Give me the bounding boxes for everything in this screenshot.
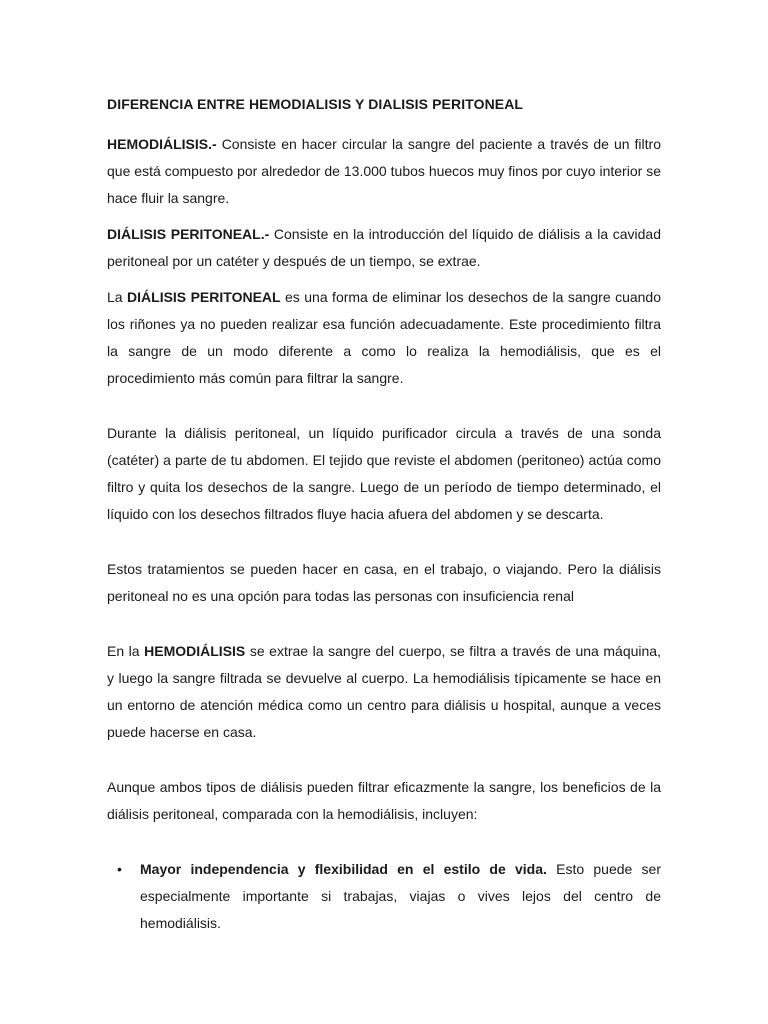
paragraph-hemodialisis-description [107, 638, 661, 746]
paragraph-beneficios: Aunque ambos tipos de diálisis pueden filtrar eficazmente la sangre, los beneficios de la diálisis peritoneal, comparada con la hemodiálisis, incluyen: [107, 779, 661, 822]
term-dialisis-peritoneal: DIÁLISIS PERITONEAL.- [107, 226, 270, 242]
paragraph-prefix: En la [107, 643, 145, 659]
paragraph-text: es una forma de eliminar los desechos de la sangre cuando los riñones ya no pueden realizar esa función adecuadamente. Este procedimiento filtra la sangre de un modo diferente a como lo realiza la hemodiálisis, que es el procedimiento más común para filtrar la sangre. [107, 289, 662, 386]
benefit-text: Esto puede ser especialmente importante si trabajas, viajas o vives lejos del centro de hemodiálisis. [140, 861, 661, 931]
paragraph-dialisis-peritoneal-definition [107, 221, 661, 275]
paragraph-hemodialisis-definition [107, 131, 661, 212]
document-title: DIFERENCIA ENTRE HEMODIALISIS Y DIALISIS PERITONEAL [107, 96, 524, 112]
paragraph-tratamientos: Estos tratamientos se pueden hacer en casa, en el trabajo, o viajando. Pero la diálisis peritoneal no es una opción para todas las personas con insuficiencia renal [107, 561, 661, 604]
benefit-term: Mayor independencia y flexibilidad en el estilo de vida. [140, 861, 547, 877]
paragraph-prefix: La [107, 289, 128, 305]
benefits-list [107, 856, 661, 937]
term-dialisis-peritoneal-inline: DIÁLISIS PERITONEAL [127, 289, 281, 305]
bullet-icon: • [117, 861, 122, 877]
paragraph-text: Consiste en hacer circular la sangre del paciente a través de un filtro que está compuesto por alrededor de 13.000 tubos huecos muy finos por cuyo interior se hace fluir la sangre. [107, 136, 661, 206]
paragraph-text: Consiste en la introducción del líquido de diálisis a la cavidad peritoneal por un catéter y después de un tiempo, se extrae. [107, 226, 661, 269]
list-item [107, 856, 661, 937]
term-hemodialisis: HEMODIÁLISIS.- [107, 136, 217, 152]
paragraph-dialisis-peritoneal-intro [107, 284, 661, 392]
paragraph-text: se extrae la sangre del cuerpo, se filtra a través de una máquina, y luego la sangre filtrada se devuelve al cuerpo. La hemodiálisis típicamente se hace en un entorno de atención médica como un centro para diálisis u hospital, aunque a veces puede hacerse en casa. [107, 643, 661, 740]
paragraph-durante-dialisis: Durante la diálisis peritoneal, un líquido purificador circula a través de una sonda (catéter) a parte de tu abdomen. El tejido que reviste el abdomen (peritoneo) actúa como filtro y quita los desechos de la sangre. Luego de un período de tiempo determinado, el líquido con los desechos filtrados fluye hacia afuera del abdomen y se descarta. [107, 425, 661, 522]
term-hemodialisis-inline: HEMODIÁLISIS [144, 643, 246, 659]
